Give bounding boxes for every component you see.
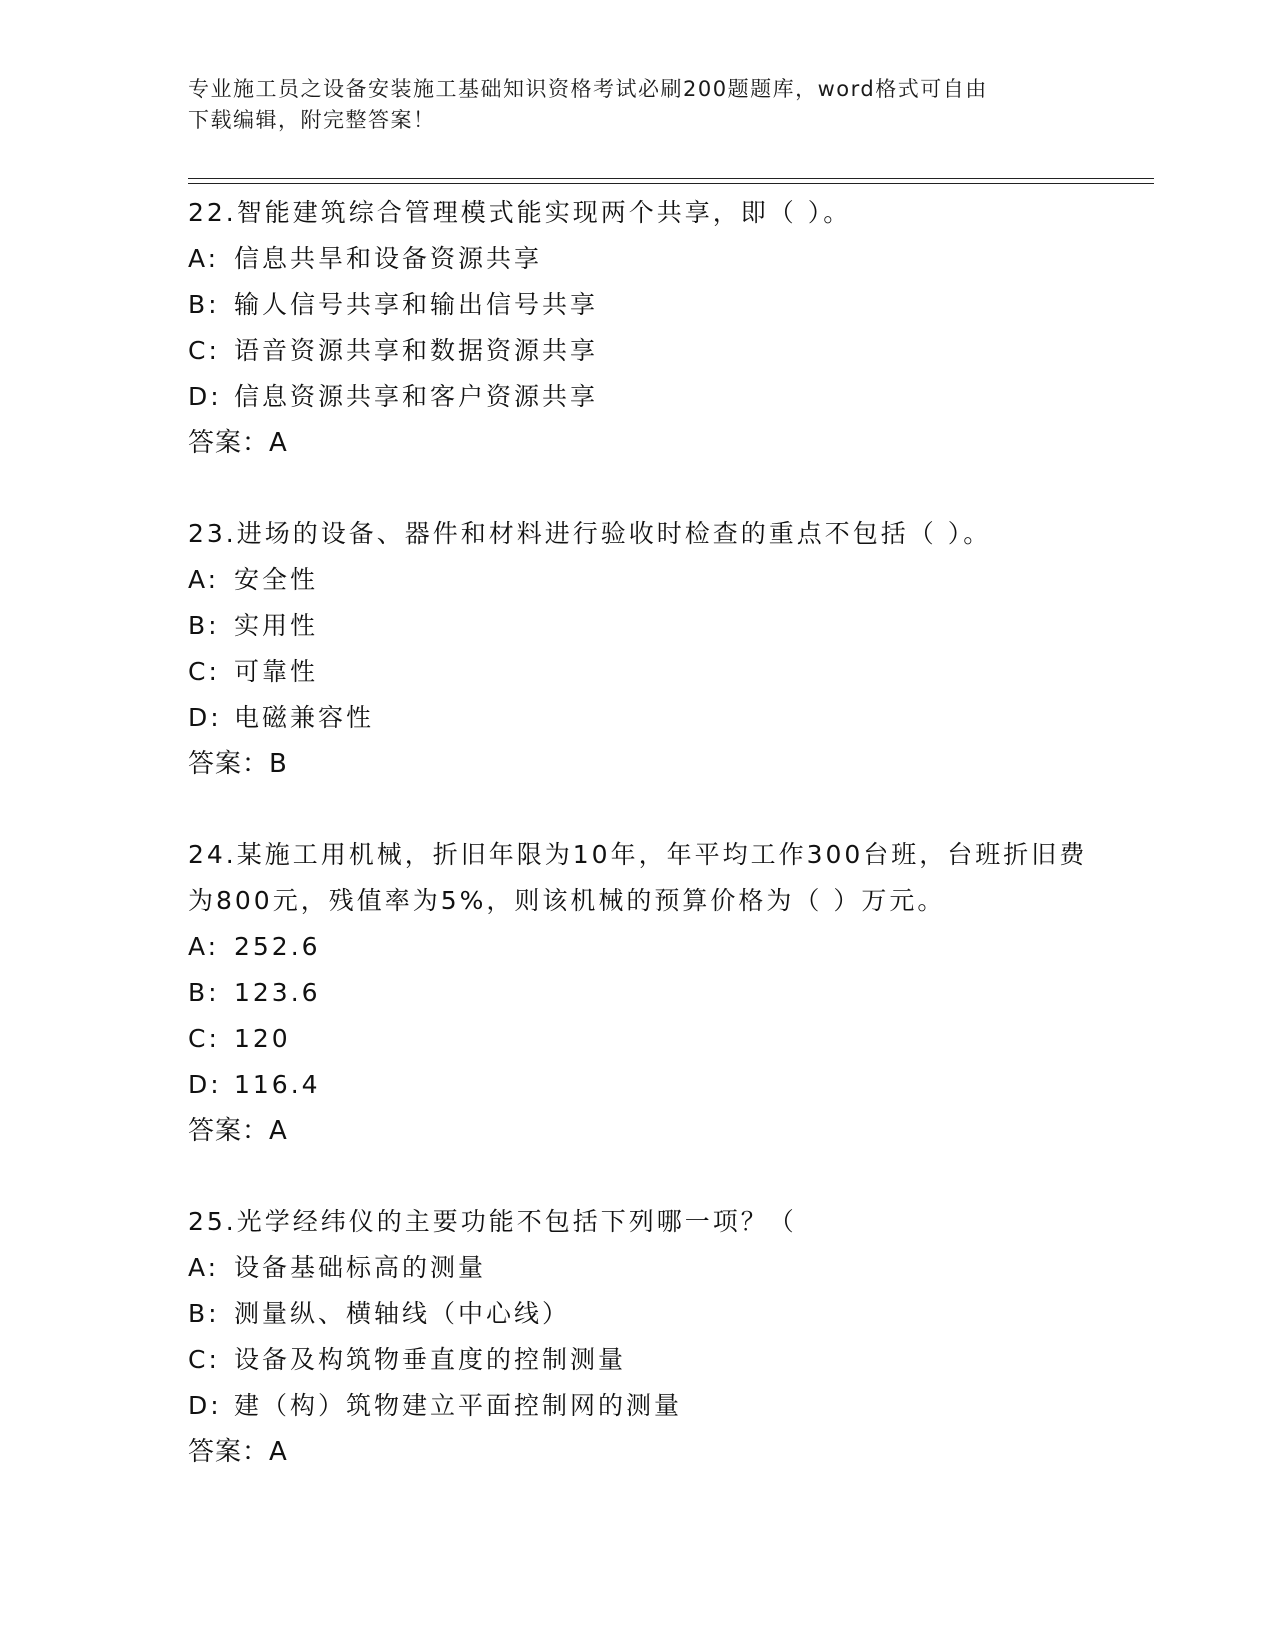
- option-letter: D:: [188, 382, 222, 411]
- option-letter: A:: [188, 1253, 220, 1282]
- question-text: 25.光学经纬仪的主要功能不包括下列哪一项？（: [188, 1207, 797, 1236]
- option-letter: C:: [188, 1345, 220, 1374]
- option-letter: A:: [188, 565, 220, 594]
- option-letter: B:: [188, 290, 220, 319]
- option-letter: A:: [188, 932, 220, 961]
- option-text: 测量纵、横轴线（中心线）: [234, 1299, 571, 1328]
- option-d: [188, 374, 1088, 420]
- question-24: [188, 832, 1088, 1154]
- option-letter: C:: [188, 1024, 220, 1053]
- question-text: 23.进场的设备、器件和材料进行验收时检查的重点不包括（ ）。: [188, 519, 992, 548]
- option-b: [188, 282, 1088, 328]
- option-text: 输人信号共享和输出信号共享: [234, 290, 599, 319]
- answer-text: 答案：B: [188, 749, 288, 779]
- option-text: 123.6: [234, 978, 321, 1007]
- header-line-2: 下载编辑，附完整答案！: [188, 108, 436, 132]
- option-a: [188, 1245, 1088, 1291]
- option-text: 建（构）筑物建立平面控制网的测量: [234, 1391, 683, 1420]
- option-text: 设备基础标高的测量: [234, 1253, 487, 1282]
- option-d: [188, 1383, 1088, 1429]
- option-text: 信息共旱和设备资源共享: [234, 244, 543, 273]
- question-22: [188, 190, 1088, 466]
- option-c: [188, 1337, 1088, 1383]
- option-letter: D:: [188, 1070, 222, 1099]
- answer-text: 答案：A: [188, 1116, 288, 1146]
- option-text: 信息资源共享和客户资源共享: [234, 382, 599, 411]
- document-header: [188, 74, 1088, 136]
- option-text: 116.4: [234, 1070, 321, 1099]
- option-text: 252.6: [234, 932, 321, 961]
- question-text: 22.智能建筑综合管理模式能实现两个共享，即（ ）。: [188, 198, 852, 227]
- option-letter: B:: [188, 978, 220, 1007]
- option-a: [188, 924, 1088, 970]
- answer-text: 答案：A: [188, 428, 288, 458]
- option-letter: D:: [188, 1391, 222, 1420]
- option-text: 设备及构筑物垂直度的控制测量: [234, 1345, 627, 1374]
- option-a: [188, 236, 1088, 282]
- option-b: [188, 970, 1088, 1016]
- answer-text: 答案：A: [188, 1437, 288, 1467]
- header-divider-top: [188, 178, 1154, 179]
- option-d: [188, 695, 1088, 741]
- option-d: [188, 1062, 1088, 1108]
- option-letter: C:: [188, 336, 220, 365]
- option-letter: C:: [188, 657, 220, 686]
- header-line-1: 专业施工员之设备安装施工基础知识资格考试必刷200题题库，word格式可自由: [188, 77, 988, 101]
- option-c: [188, 649, 1088, 695]
- option-letter: A:: [188, 244, 220, 273]
- question-list: [188, 190, 1088, 1520]
- question-23: [188, 511, 1088, 787]
- option-c: [188, 328, 1088, 374]
- question-25: [188, 1199, 1088, 1475]
- option-text: 语音资源共享和数据资源共享: [234, 336, 599, 365]
- option-b: [188, 603, 1088, 649]
- option-text: 可靠性: [234, 657, 319, 686]
- option-text: 实用性: [234, 611, 319, 640]
- option-letter: B:: [188, 1299, 220, 1328]
- option-text: 120: [234, 1024, 291, 1053]
- option-a: [188, 557, 1088, 603]
- option-letter: D:: [188, 703, 222, 732]
- option-text: 安全性: [234, 565, 319, 594]
- option-text: 电磁兼容性: [234, 703, 375, 732]
- header-divider-bottom: [188, 183, 1154, 184]
- question-text: 24.某施工用机械，折旧年限为10年，年平均工作300台班，台班折旧费为800元，残值率为5%，则该机械的预算价格为（ ）万元。: [188, 840, 1088, 915]
- option-b: [188, 1291, 1088, 1337]
- option-c: [188, 1016, 1088, 1062]
- option-letter: B:: [188, 611, 220, 640]
